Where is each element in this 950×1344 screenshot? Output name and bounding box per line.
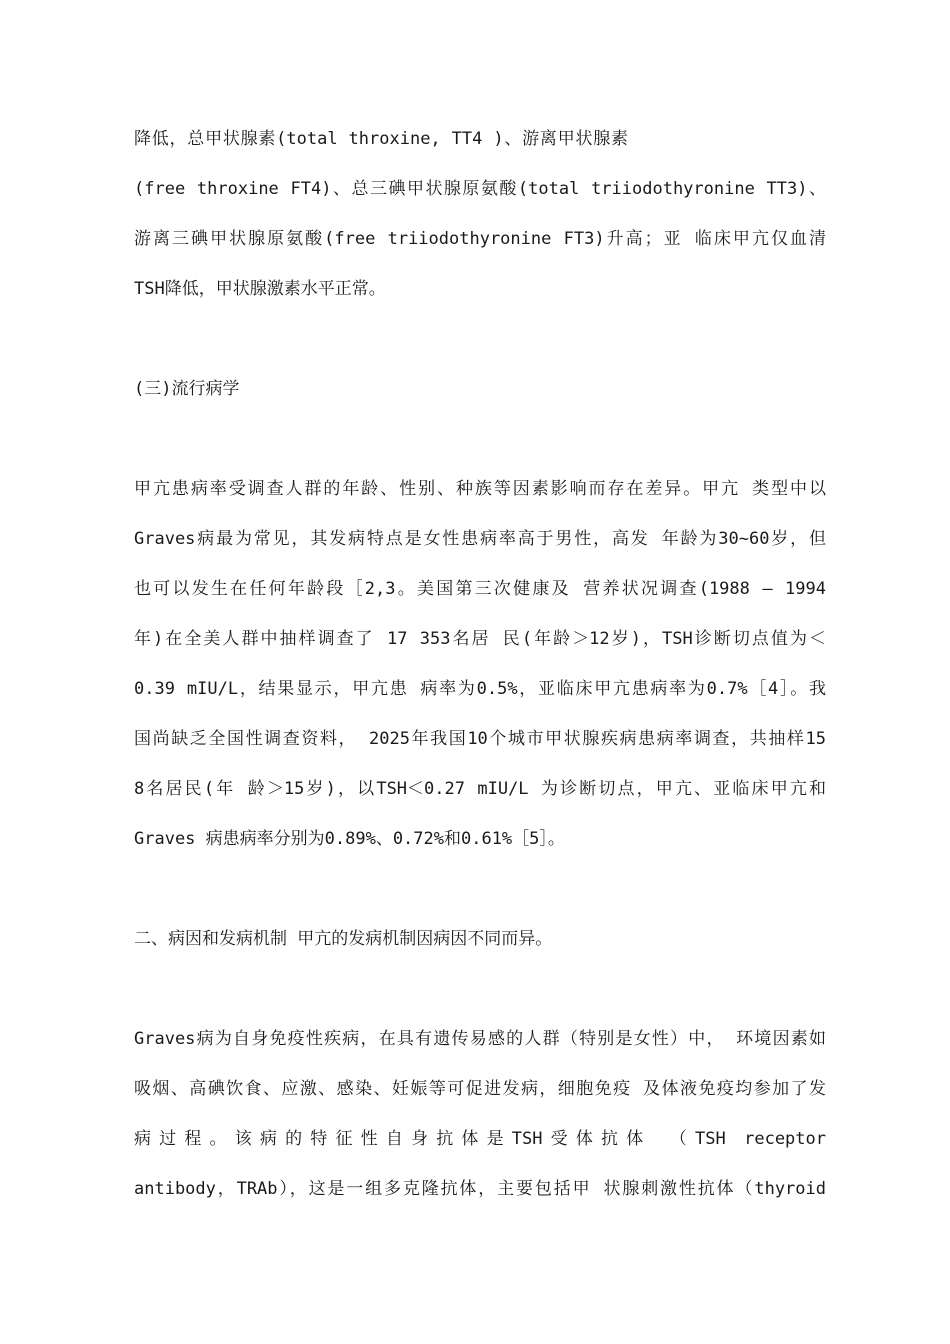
para3-line2: 吸烟、高碘饮食、应激、感染、妊娠等可促进发病，细胞免疫 及体液免疫均参加了发 xyxy=(134,1079,826,1099)
para2-line1: 甲亢患病率受调查人群的年龄、性别、种族等因素影响而存在差异。甲亢 类型中以 xyxy=(134,479,826,499)
para2-line8: Graves 病患病率分别为0.89%、0.72%和0.61%［5］。 xyxy=(134,829,565,849)
para2-line3: 也可以发生在任何年龄段［2,3。美国第三次健康及 营养状况调查(1988 — 1994 xyxy=(134,579,826,599)
para1-line4: TSH降低，甲状腺激素水平正常。 xyxy=(134,279,386,299)
section-heading-etiology: 二、病因和发病机制 甲亢的发病机制因病因不同而异。 xyxy=(134,929,553,949)
para2-line5: 0.39 mIU/L，结果显示，甲亢患 病率为0.5%，亚临床甲亢患病率为0.7%［4］。我 xyxy=(134,679,826,699)
para2-line4: 年)在全美人群中抽样调查了 17 353名居 民(年龄＞12岁)，TSH诊断切点值为＜ xyxy=(134,629,826,649)
para2-line7: 8名居民(年 龄＞15岁)，以TSH＜0.27 mIU/L 为诊断切点，甲亢、亚临床甲亢和 xyxy=(134,779,826,799)
para2-line6: 国尚缺乏全国性调查资料， 2025年我国10个城市甲状腺疾病患病率调查，共抽样15 xyxy=(134,729,826,749)
para3-line3: 病过程。该病的特征性自身抗体是TSH受体抗体 （TSH receptor xyxy=(134,1129,826,1149)
para2-line2: Graves病最为常见，其发病特点是女性患病率高于男性，高发 年龄为30~60岁，但 xyxy=(134,529,826,549)
para1-line1: 降低，总甲状腺素(total throxine, TT4 )、游离甲状腺素 xyxy=(134,129,628,149)
para1-line3: 游离三碘甲状腺原氨酸(free triiodothyronine FT3)升高；亚 临床甲亢仅血清 xyxy=(134,229,826,249)
para1-line2: (free throxine FT4)、总三碘甲状腺原氨酸(total triiodothyronine TT3)、 xyxy=(134,179,826,199)
section-heading-epidemiology: (三)流行病学 xyxy=(134,379,240,399)
para3-line4: antibody，TRAb），这是一组多克隆抗体，主要包括甲 状腺刺激性抗体（thyroid xyxy=(134,1179,826,1199)
para3-line1: Graves病为自身免疫性疾病，在具有遗传易感的人群（特别是女性）中， 环境因素如 xyxy=(134,1029,826,1049)
